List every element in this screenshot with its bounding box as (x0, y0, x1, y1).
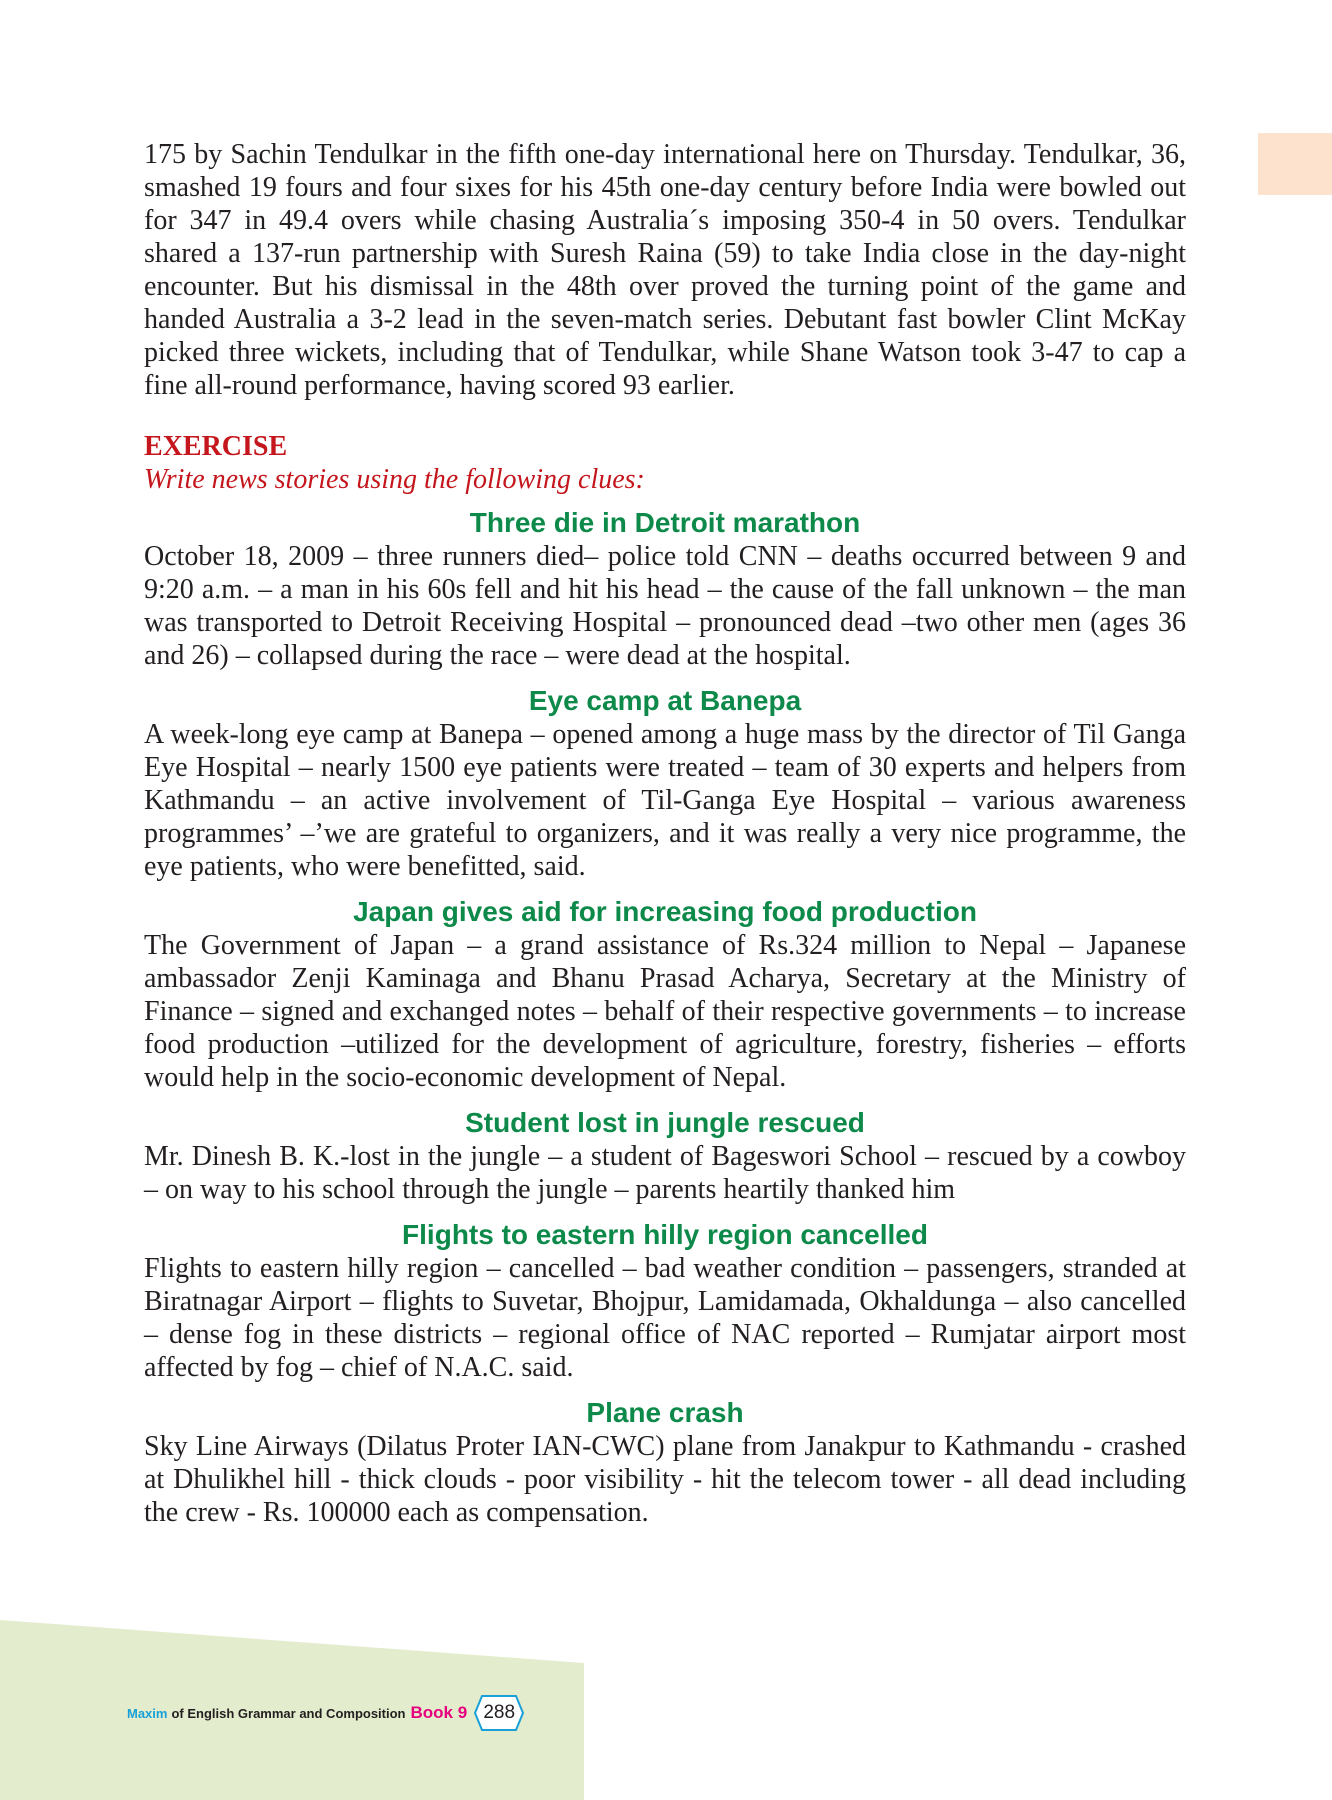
story-body: A week-long eye camp at Banepa – opened among a huge mass by the director of Til Ganga Eye Hospital – nearly 1500 eye patients were treated – team of 30 experts and helpers from Kathmandu – an active involvement of Til-Ganga Eye Hospital – various awareness programmes’ –’we are grateful to organizers, and it was really a very nice programme, the eye patients, who were benefitted, said. (144, 719, 1186, 882)
page-number: 288 (483, 1702, 516, 1723)
story-eye-camp (144, 684, 1186, 883)
story-student-rescued (144, 1106, 1186, 1206)
story-title: Eye camp at Banepa (528, 685, 802, 716)
footer-subtitle: of English Grammar and Composition (171, 1705, 406, 1721)
story-flights-cancelled (144, 1218, 1186, 1384)
story-body: Sky Line Airways (Dilatus Proter IAN-CWC) plane from Janakpur to Kathmandu - crashed at Dhulikhel hill - thick clouds - poor visibility - hit the telecom tower - all dead including the crew - Rs. 100000 each as compensation. (144, 1431, 1186, 1528)
story-body: Mr. Dinesh B. K.-lost in the jungle – a student of Bageswori School – rescued by a cowboy – on way to his school through the jungle – parents heartily thanked him (144, 1141, 1186, 1205)
story-plane-crash (144, 1396, 1186, 1529)
story-title: Student lost in jungle rescued (465, 1107, 865, 1138)
page-tab-marker (1258, 133, 1332, 195)
story-title: Plane crash (586, 1397, 744, 1428)
story-detroit-marathon (144, 506, 1186, 672)
story-japan-aid (144, 895, 1186, 1094)
story-title: Flights to eastern hilly region cancelled (402, 1219, 928, 1250)
page-footer (127, 1698, 525, 1728)
footer-brand: Maxim (127, 1705, 168, 1721)
exercise-heading: EXERCISE (144, 431, 288, 462)
story-body: Flights to eastern hilly region – cancelled – bad weather condition – passengers, stranded at Biratnagar Airport – flights to Suvetar, Bhojpur, Lamidamada, Okhaldunga – also cancelled – dense fog in these districts – regional office of NAC reported – Rumjatar airport most affected by fog – chief of N.A.C. said. (144, 1253, 1186, 1383)
story-title: Three die in Detroit marathon (469, 507, 861, 538)
footer-book: Book 9 (410, 1703, 468, 1722)
intro-paragraph: 175 by Sachin Tendulkar in the fifth one-day international here on Thursday. Tendulkar, 36, smashed 19 fours and four sixes for his 45th one-day century before India were bowled out for 347 in 49.4 overs while chasing Australia´s imposing 350-4 in 50 overs. Tendulkar shared a 137-run partnership with Suresh Raina (59) to take India close in the day-night encounter. But his dismissal in the 48th over proved the turning point of the game and handed Australia a 3-2 lead in the seven-match series. Debutant fast bowler Clint McKay picked three wickets, including that of Tendulkar, while Shane Watson took 3-47 to cap a fine all-round performance, having scored 93 earlier. (144, 139, 1186, 401)
story-title: Japan gives aid for increasing food production (353, 896, 977, 927)
page-content (144, 138, 1186, 1529)
story-body: October 18, 2009 – three runners died– police told CNN – deaths occurred between 9 and 9:20 a.m. – a man in his 60s fell and hit his head – the cause of the fall unknown – the man was transported to Detroit Receiving Hospital – pronounced dead –two other men (ages 36 and 26) – collapsed during the race – were dead at the hospital. (144, 541, 1186, 671)
story-body: The Government of Japan – a grand assistance of Rs.324 million to Nepal – Japanese ambassador Zenji Kaminaga and Bhanu Prasad Acharya, Secretary at the Ministry of Finance – signed and exchanged notes – behalf of their respective governments – to increase food production –utilized for the development of agriculture, forestry, fisheries – efforts would help in the socio-economic development of Nepal. (144, 930, 1186, 1093)
exercise-instruction: Write news stories using the following clues: (144, 464, 645, 495)
page-number-badge (473, 1694, 525, 1732)
